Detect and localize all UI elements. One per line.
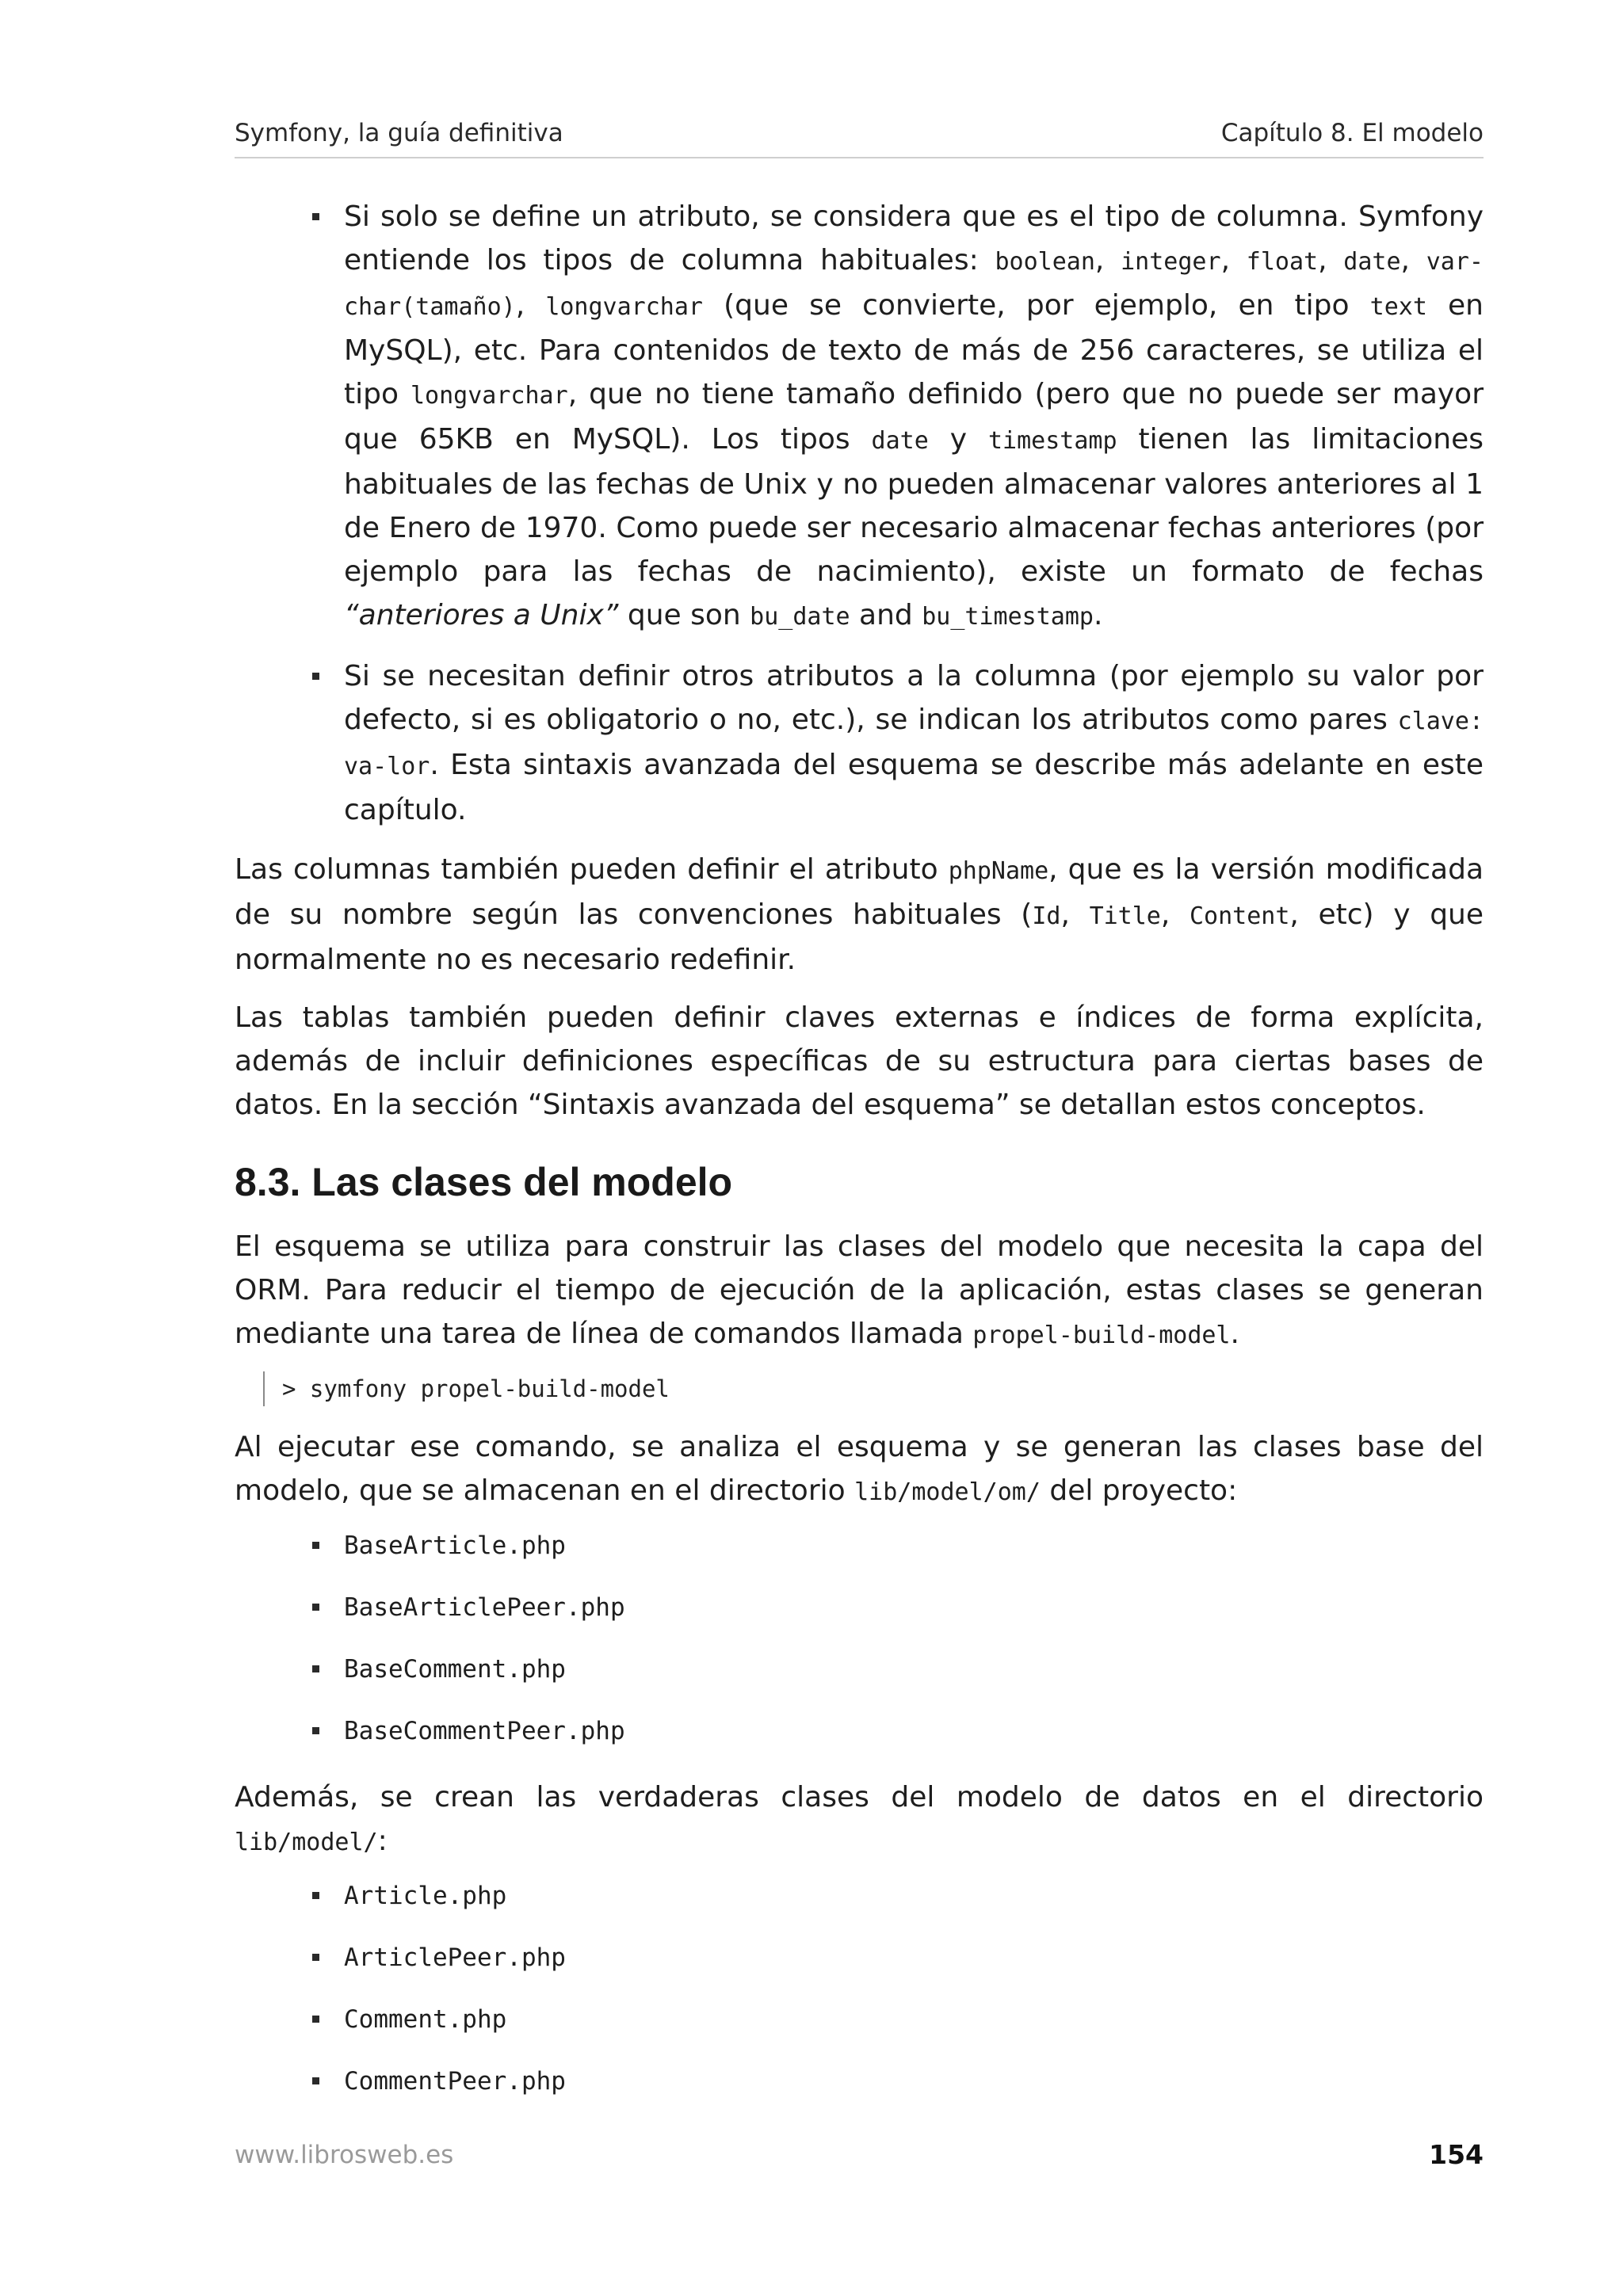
paragraph-tables: Las tablas también pueden definir claves externas e índices de forma explícita, además de incluir definiciones específicas de su estructura para ciertas bases de datos. En la sección “Sintaxis avanzada del esquema” se detallan estos conceptos. bbox=[235, 1001, 1484, 1121]
file-name: BaseArticlePeer.php bbox=[344, 1593, 625, 1622]
square-bullet-icon bbox=[312, 1954, 319, 1961]
inline-code: phpName bbox=[948, 857, 1049, 885]
paragraph-model-classes: Además, se crean las verdaderas clases del modelo de datos en el directorio lib/model/: bbox=[235, 1781, 1484, 1857]
list-item-text: Si se necesitan definir otros atributos a la columna (por ejemplo su valor por defecto, si es obligatorio o no, etc.), se indican los atributos como pares clave: va-lor. Esta sintaxis avanzada del esquema se describe más adelante en este capítulo. bbox=[344, 660, 1484, 826]
inline-code: Title bbox=[1089, 902, 1161, 930]
code-command: > symfony propel-build-model bbox=[282, 1375, 670, 1402]
header-chapter-title: Capítulo 8. El modelo bbox=[1220, 119, 1484, 147]
inline-code: float bbox=[1246, 248, 1319, 276]
paragraph-phpname: Las columnas también pueden definir el atributo phpName, que es la versión modificada de su nombre según las convenciones habituales (Id, Title, Content, etc) y que normalmente no es necesario redefinir. bbox=[235, 853, 1484, 976]
running-header bbox=[235, 119, 1484, 158]
list-item bbox=[344, 2002, 1484, 2037]
inline-code: bu_date bbox=[750, 603, 850, 631]
square-bullet-icon bbox=[312, 2016, 319, 2023]
list-item bbox=[344, 1878, 1484, 1913]
page-number: 154 bbox=[1429, 2139, 1484, 2170]
paragraph-command-result: Al ejecutar ese comando, se analiza el esquema y se generan las clases base del modelo, que se almacenan en el directorio lib/model/om/ del proyecto: bbox=[235, 1431, 1484, 1507]
square-bullet-icon bbox=[312, 2077, 319, 2084]
inline-code: lib/model/om/ bbox=[854, 1478, 1041, 1506]
inline-code: propel-build-model bbox=[972, 1322, 1231, 1349]
list-item bbox=[344, 1714, 1484, 1749]
column-attributes-list bbox=[235, 195, 1484, 832]
italic-text: “anteriores a Unix” bbox=[344, 599, 619, 631]
page-content bbox=[235, 195, 1484, 2126]
model-files-list bbox=[235, 1878, 1484, 2099]
square-bullet-icon bbox=[312, 1604, 319, 1611]
inline-code: clave: va-lor bbox=[344, 707, 1484, 780]
list-item bbox=[344, 2064, 1484, 2099]
list-item bbox=[344, 654, 1484, 832]
inline-code: boolean bbox=[995, 248, 1095, 276]
list-item-text: Si solo se define un atributo, se considera que es el tipo de columna. Symfony entiende los tipos de columna habituales: boolean, integer, float, date, var-char(tamaño), longvarchar (que se convierte, por ejemplo, en tipo text en MySQL), etc. Para contenidos de texto de más de 256 caracteres, se utiliza el tipo longvarchar, que no tiene tamaño definido (pero que no puede ser mayor que 65KB en MySQL). Los tipos date y timestamp tienen las limitaciones habituales de las fechas de Unix y no pueden almacenar valores anteriores al 1 de Enero de 1970. Como puede ser necesario almacenar fechas anteriores (por ejemplo para las fechas de nacimiento), existe un formato de fechas “anteriores a Unix” que son bu_date and bu_timestamp. bbox=[344, 200, 1484, 631]
file-name: BaseComment.php bbox=[344, 1655, 566, 1684]
base-files-list bbox=[235, 1528, 1484, 1749]
inline-code: text bbox=[1369, 293, 1427, 321]
list-item bbox=[344, 1590, 1484, 1625]
square-bullet-icon bbox=[312, 1892, 319, 1899]
paragraph-schema: El esquema se utiliza para construir las clases del modelo que necesita la capa del ORM. Para reducir el tiempo de ejecución de la aplicación, estas clases se generan mediante una tarea de línea de comandos llamada propel-build-model. bbox=[235, 1230, 1484, 1350]
file-name: Comment.php bbox=[344, 2005, 507, 2034]
inline-code: bu_timestamp bbox=[922, 603, 1094, 631]
square-bullet-icon bbox=[312, 213, 319, 220]
file-name: CommentPeer.php bbox=[344, 2067, 566, 2096]
inline-code: integer bbox=[1121, 248, 1221, 276]
header-book-title: Symfony, la guía definitiva bbox=[235, 119, 563, 147]
inline-code: timestamp bbox=[987, 427, 1117, 455]
inline-code: Content bbox=[1189, 902, 1290, 930]
square-bullet-icon bbox=[312, 1542, 319, 1549]
list-item bbox=[344, 195, 1484, 639]
square-bullet-icon bbox=[312, 673, 319, 680]
list-item bbox=[344, 1940, 1484, 1975]
inline-code: date bbox=[871, 427, 929, 455]
page-footer bbox=[235, 2139, 1484, 2170]
file-name: Article.php bbox=[344, 1882, 507, 1910]
inline-code: date bbox=[1343, 248, 1401, 276]
square-bullet-icon bbox=[312, 1727, 319, 1734]
file-name: BaseCommentPeer.php bbox=[344, 1717, 625, 1745]
inline-code: Id bbox=[1032, 902, 1061, 930]
inline-code: longvarchar bbox=[411, 382, 568, 410]
inline-code: lib/model/ bbox=[235, 1829, 378, 1856]
file-name: ArticlePeer.php bbox=[344, 1943, 566, 1972]
file-name: BaseArticle.php bbox=[344, 1531, 566, 1560]
code-block bbox=[263, 1371, 1484, 1406]
list-item bbox=[344, 1528, 1484, 1563]
list-item bbox=[344, 1652, 1484, 1687]
square-bullet-icon bbox=[312, 1665, 319, 1672]
footer-website[interactable]: www.librosweb.es bbox=[235, 2140, 454, 2169]
section-heading: 8.3. Las clases del modelo bbox=[235, 1160, 733, 1204]
inline-code: longvarchar bbox=[545, 293, 703, 321]
inline-code: var-char(tamaño) bbox=[344, 248, 1484, 321]
